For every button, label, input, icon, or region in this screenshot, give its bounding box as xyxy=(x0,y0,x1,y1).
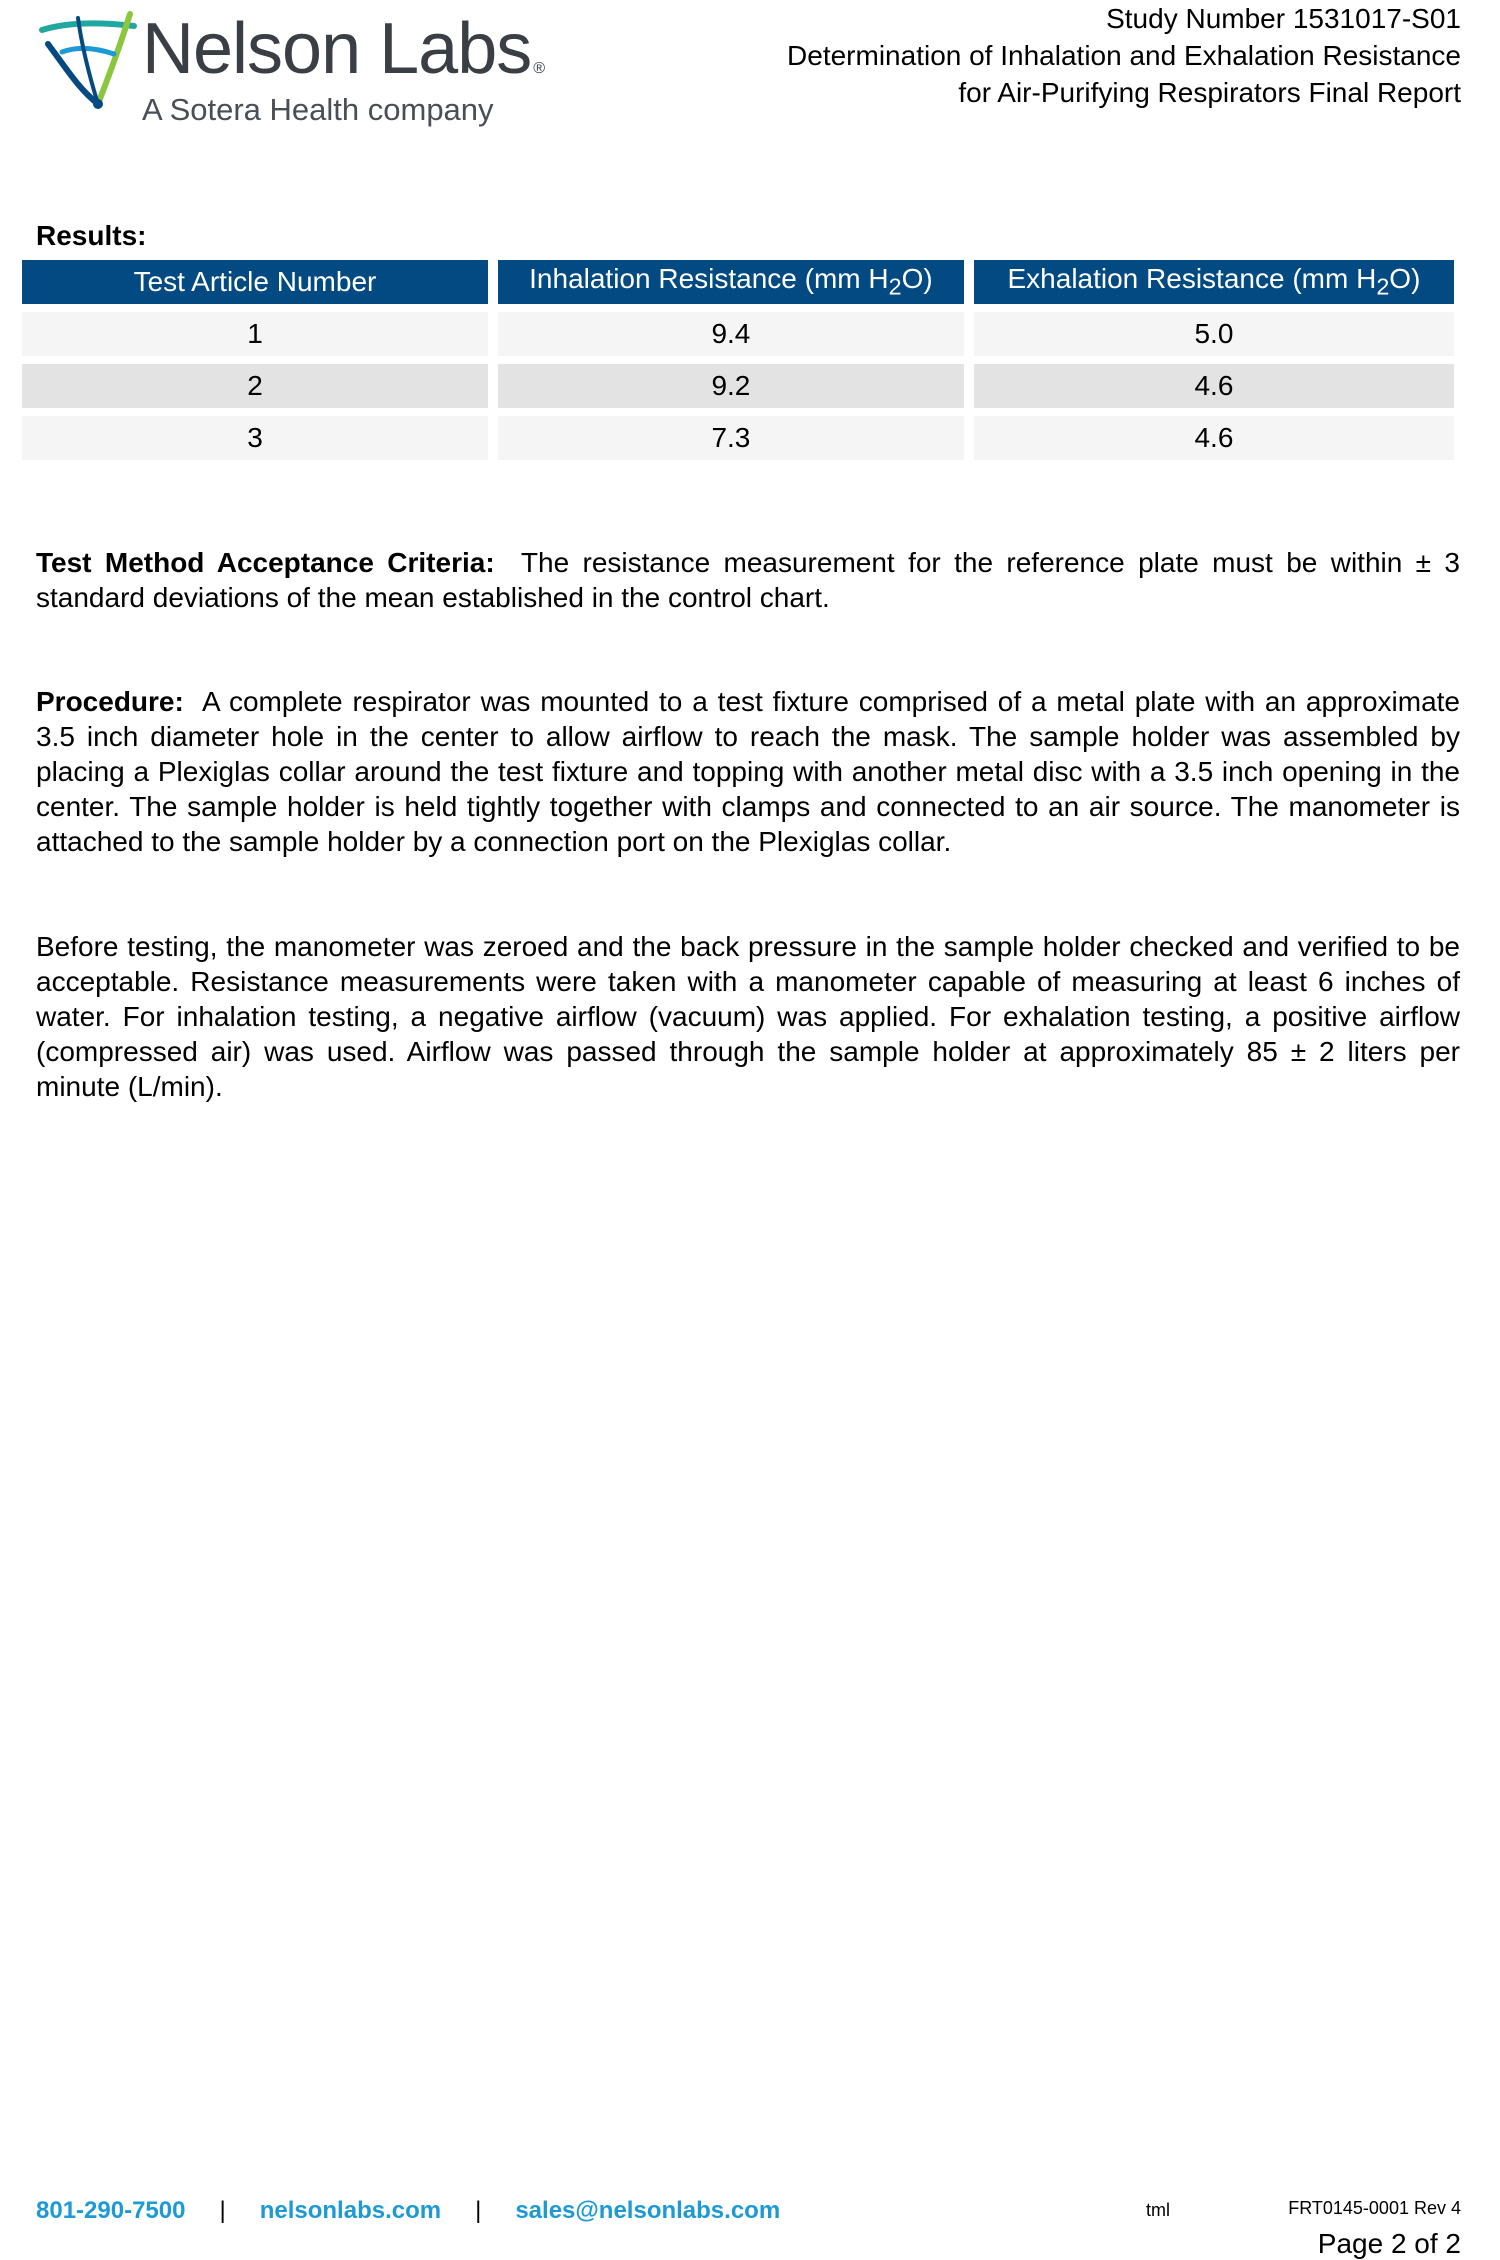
footer-separator: | xyxy=(475,2197,482,2224)
footer-email-link[interactable]: sales@nelsonlabs.com xyxy=(515,2197,781,2224)
registered-mark: ® xyxy=(533,60,545,77)
footer-website-link[interactable]: nelsonlabs.com xyxy=(259,2197,442,2224)
report-title-line-2: for Air-Purifying Respirators Final Report xyxy=(958,77,1461,108)
exhalation-resistance: 4.6 xyxy=(974,364,1454,408)
table-row xyxy=(22,312,1454,356)
brand-tagline: A Sotera Health company xyxy=(142,92,494,127)
footer-page-number: Page 2 of 2 xyxy=(1317,2228,1461,2259)
test-article-number: 2 xyxy=(22,364,488,408)
results-table xyxy=(12,252,1464,468)
table-row xyxy=(22,416,1454,460)
inhalation-resistance: 9.2 xyxy=(498,364,964,408)
inhalation-resistance: 9.4 xyxy=(498,312,964,356)
report-header xyxy=(787,0,1461,111)
nelson-labs-logo xyxy=(38,8,545,127)
results-heading: Results: xyxy=(36,220,147,251)
acceptance-criteria-text: The resistance measurement for the reference plate must be within ± 3 standard deviations of the mean established in the control chart. xyxy=(36,547,1460,613)
brand-name: Nelson Labs ® xyxy=(142,9,545,89)
table-row xyxy=(22,364,1454,408)
nelson-labs-logo-mark-icon xyxy=(38,8,138,118)
col-exhalation-resistance: Exhalation Resistance (mm $H_2O$) xyxy=(974,260,1454,304)
col-inhalation-resistance: Inhalation Resistance (mm $H_2O$) xyxy=(498,260,964,304)
acceptance-criteria-heading: Test Method Acceptance Criteria: xyxy=(36,547,495,578)
exhalation-resistance: 4.6 xyxy=(974,416,1454,460)
procedure-paragraph-2: Before testing, the manometer was zeroed and the back pressure in the sample holder checked and verified to be acceptable. Resistance measurements were taken with a manometer capable of measuring at least 6 inches of water. For inhalation testing, a negative airflow (vacuum) was applied. For exhalation testing, a positive airflow (compressed air) was used. Airflow was passed through the sample holder at approximately 85 ± 2 liters per minute (L/min). xyxy=(36,931,1460,1102)
results-header-row xyxy=(22,260,1454,304)
inhalation-resistance: 7.3 xyxy=(498,416,964,460)
test-article-number: 3 xyxy=(22,416,488,460)
footer-initials: tml xyxy=(1146,2200,1170,2220)
study-number: Study Number 1531017-S01 xyxy=(1106,3,1461,34)
procedure-text: A complete respirator was mounted to a test fixture comprised of a metal plate with an approximate 3.5 inch diameter hole in the center to allow airflow to reach the mask. The sample holder was assembled by placing a Plexiglas collar around the test fixture and topping with another metal disc with a 3.5 inch opening in the center. The sample holder is held tightly together with clamps and connected to an air source. The manometer is attached to the sample holder by a connection port on the Plexiglas collar. xyxy=(36,686,1461,857)
procedure xyxy=(36,684,1460,859)
exhalation-resistance: 5.0 xyxy=(974,312,1454,356)
col-test-article-number: Test Article Number xyxy=(22,260,488,304)
procedure-heading: Procedure: xyxy=(36,686,184,717)
footer-separator: | xyxy=(219,2197,226,2224)
footer-phone-link[interactable]: 801-290-7500 xyxy=(36,2197,186,2224)
footer-form-number: FRT0145-0001 Rev 4 xyxy=(1288,2198,1461,2218)
report-title-line-1: Determination of Inhalation and Exhalation Resistance xyxy=(787,40,1461,71)
test-article-number: 1 xyxy=(22,312,488,356)
acceptance-criteria xyxy=(36,545,1460,615)
footer-contacts xyxy=(36,2197,780,2225)
